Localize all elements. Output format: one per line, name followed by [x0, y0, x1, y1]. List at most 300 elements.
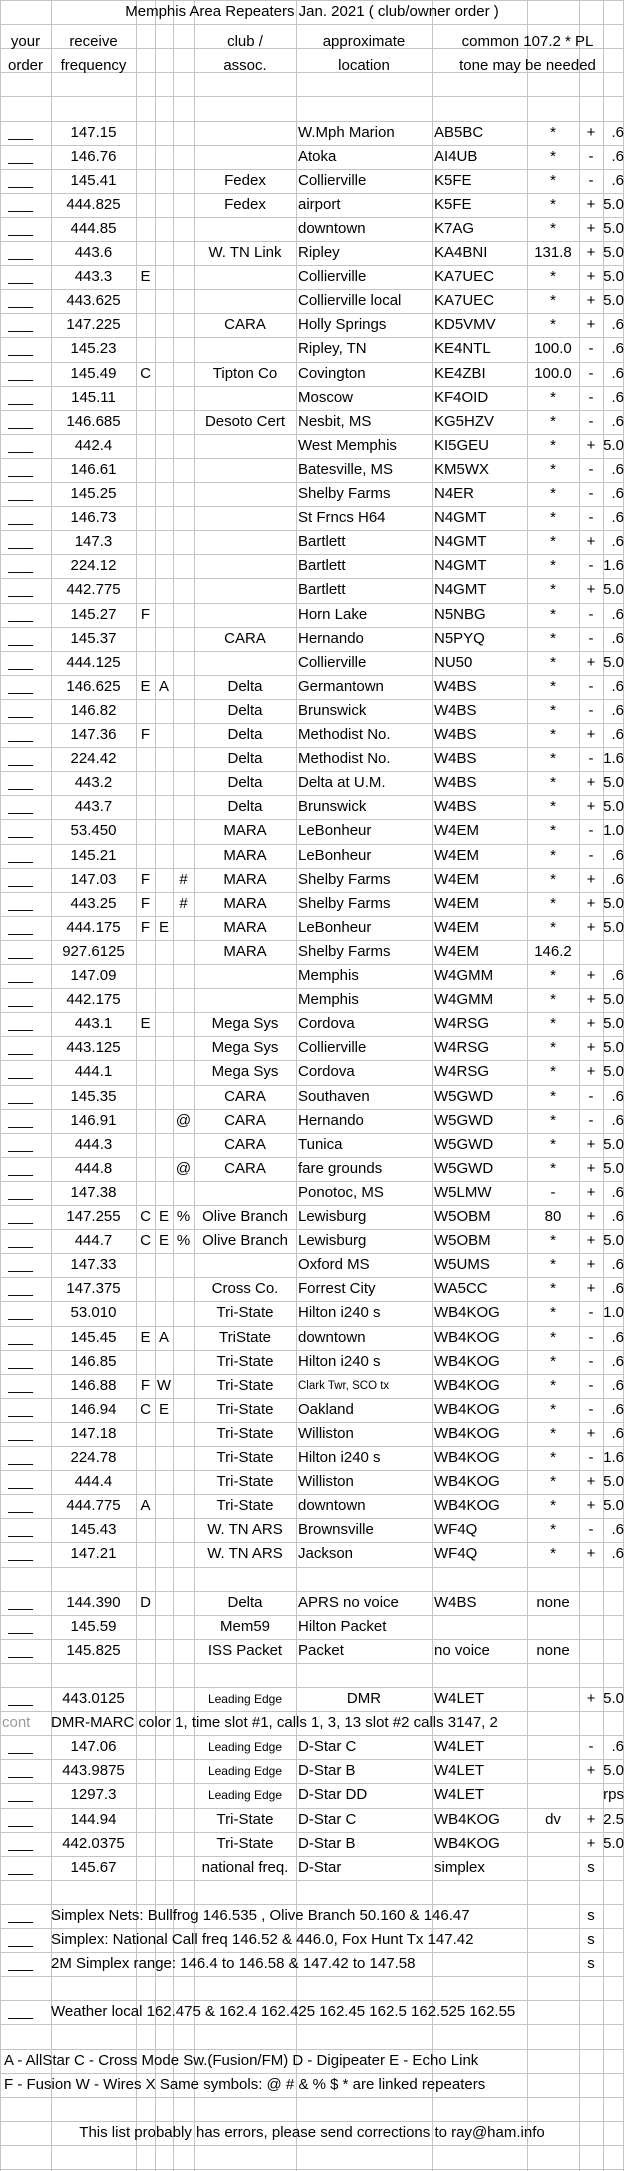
frequency-cell: 444.1	[74, 1063, 113, 1080]
header-order: your	[10, 33, 41, 50]
frequency-cell: 145.11	[71, 389, 116, 406]
offset-cell: 1.6	[603, 1449, 624, 1466]
grid-hline	[0, 1422, 624, 1423]
grid-hline	[0, 362, 624, 363]
offset-cell: 5.0	[603, 1762, 624, 1779]
club-cell: Tri-State	[216, 1473, 274, 1490]
flag-cell: F	[140, 919, 151, 936]
cont-label: cont	[2, 1714, 31, 1731]
grid-hline	[0, 1976, 624, 1977]
tone-cell: *	[550, 316, 556, 333]
grid-hline	[0, 1326, 624, 1327]
order-blank: ___	[8, 798, 34, 815]
offset-cell: 2.5	[603, 1811, 624, 1828]
tone-cell: *	[550, 1160, 556, 1177]
frequency-cell: 444.4	[74, 1473, 113, 1490]
tone-cell: *	[550, 461, 556, 478]
callsign-cell: KA7UEC	[434, 268, 495, 285]
flag-cell: E	[158, 919, 169, 936]
flag-cell: C	[140, 1208, 151, 1225]
frequency-cell: 147.33	[70, 1256, 117, 1273]
callsign-cell: W4BS	[434, 750, 477, 767]
offset-cell: .6	[611, 1738, 624, 1755]
offset-sign-cell: +	[586, 1160, 596, 1177]
header-frequency: frequency	[60, 57, 127, 74]
tone-cell: *	[550, 654, 556, 671]
offset-cell: .6	[611, 847, 624, 864]
offset-sign-cell: -	[588, 557, 594, 574]
grid-hline	[0, 819, 624, 820]
flag-cell: W	[156, 1377, 172, 1394]
order-blank: ___	[8, 1594, 34, 1611]
frequency-cell: 443.1	[74, 1015, 113, 1032]
offset-cell: 5.0	[603, 220, 624, 237]
order-blank: ___	[8, 389, 34, 406]
tone-cell: -	[550, 1184, 556, 1201]
tone-cell: *	[550, 847, 556, 864]
grid-hline	[0, 1542, 624, 1543]
flag-cell: F	[140, 726, 151, 743]
location-cell: Clark Twr, SCO tx	[298, 1380, 390, 1392]
tone-cell: *	[550, 268, 556, 285]
location-cell: Bartlett	[298, 581, 346, 598]
club-cell: Leading Edge	[207, 1740, 283, 1754]
flag-cell: C	[140, 1401, 151, 1418]
club-cell: Leading Edge	[207, 1788, 283, 1802]
frequency-cell: 145.35	[70, 1088, 117, 1105]
grid-hline	[0, 145, 624, 146]
offset-sign-cell: +	[586, 1690, 596, 1707]
order-blank: ___	[8, 268, 34, 285]
offset-sign-cell: +	[586, 292, 596, 309]
offset-cell: .6	[611, 606, 624, 623]
order-blank: ___	[8, 1353, 34, 1370]
callsign-cell: W4GMM	[434, 967, 494, 984]
tone-cell: *	[550, 1329, 556, 1346]
callsign-cell: WB4KOG	[434, 1835, 500, 1852]
order-blank: ___	[8, 316, 34, 333]
callsign-cell: WF4Q	[434, 1545, 478, 1562]
club-cell: CARA	[224, 630, 266, 647]
offset-sign-cell: -	[588, 702, 594, 719]
callsign-cell: W5OBM	[434, 1232, 491, 1249]
flag-cell: C	[140, 1232, 151, 1249]
flag-cell: F	[140, 1377, 151, 1394]
header-order: order	[7, 57, 44, 74]
order-blank: ___	[8, 1425, 34, 1442]
location-cell: W.Mph Marion	[298, 124, 395, 141]
grid-hline	[0, 1374, 624, 1375]
callsign-cell: W4GMM	[434, 991, 494, 1008]
flag-cell: E	[140, 268, 151, 285]
offset-cell: 5.0	[603, 1690, 624, 1707]
location-cell: Hernando	[298, 630, 364, 647]
grid-hline	[0, 96, 624, 97]
order-blank: ___	[8, 1618, 34, 1635]
club-cell: Delta	[227, 1594, 263, 1611]
grid-hline	[0, 1446, 624, 1447]
location-cell: Moscow	[298, 389, 354, 406]
callsign-cell: N5NBG	[434, 606, 486, 623]
callsign-cell: W5GWD	[434, 1160, 494, 1177]
callsign-cell: KA4BNI	[434, 244, 488, 261]
frequency-cell: 147.09	[70, 967, 117, 984]
frequency-cell: 145.41	[70, 172, 117, 189]
order-blank: ___	[8, 678, 34, 695]
frequency-cell: 145.43	[70, 1521, 117, 1538]
callsign-cell: W4BS	[434, 774, 477, 791]
frequency-cell: 145.49	[70, 365, 117, 382]
location-cell: Oxford MS	[298, 1256, 370, 1273]
frequency-cell: 444.125	[66, 654, 121, 671]
tone-cell: *	[550, 437, 556, 454]
offset-cell: .6	[611, 1425, 624, 1442]
flag-cell: F	[140, 895, 151, 912]
tone-cell: *	[550, 1232, 556, 1249]
offset-sign-cell: +	[586, 124, 596, 141]
offset-sign-cell: -	[588, 1521, 594, 1538]
offset-cell: 5.0	[603, 1063, 624, 1080]
grid-hline	[0, 964, 624, 965]
order-blank: ___	[8, 1015, 34, 1032]
note-tail: s	[587, 1955, 595, 1972]
offset-cell: 1.0	[603, 1304, 624, 1321]
offset-sign-cell: +	[586, 220, 596, 237]
frequency-cell: 147.15	[70, 124, 117, 141]
tone-cell: *	[550, 172, 556, 189]
callsign-cell: N4GMT	[434, 509, 487, 526]
club-cell: MARA	[223, 847, 267, 864]
tone-cell: *	[550, 1304, 556, 1321]
grid-hline	[0, 2145, 624, 2146]
location-cell: Ponotoc, MS	[298, 1184, 384, 1201]
location-cell: Covington	[298, 365, 366, 382]
grid-hline	[0, 1880, 624, 1881]
club-cell: MARA	[223, 943, 267, 960]
grid-hline	[0, 193, 624, 194]
offset-cell: 1.6	[603, 750, 624, 767]
frequency-cell: 145.59	[70, 1618, 117, 1635]
location-cell: Hilton i240 s	[298, 1449, 381, 1466]
grid-hline	[0, 1783, 624, 1784]
flag-cell: %	[176, 1208, 191, 1225]
club-cell: TriState	[219, 1329, 271, 1346]
frequency-cell: 147.36	[70, 726, 117, 743]
grid-hline	[0, 169, 624, 170]
club-cell: MARA	[223, 895, 267, 912]
location-cell: Shelby Farms	[298, 485, 391, 502]
callsign-cell: KM5WX	[434, 461, 490, 478]
flag-cell: E	[158, 1401, 169, 1418]
flag-cell: E	[140, 678, 151, 695]
callsign-cell: W5GWD	[434, 1112, 494, 1129]
offset-sign-cell: +	[586, 1136, 596, 1153]
header-frequency: receive	[69, 33, 118, 50]
grid-hline	[0, 771, 624, 772]
tone-cell: *	[550, 967, 556, 984]
order-blank: ___	[8, 1401, 34, 1418]
club-cell: MARA	[223, 919, 267, 936]
location-cell: Germantown	[298, 678, 384, 695]
offset-cell: .6	[611, 1545, 624, 1562]
order-blank: ___	[8, 509, 34, 526]
club-cell: CARA	[224, 316, 266, 333]
offset-sign-cell: -	[588, 1377, 594, 1394]
grid-hline	[0, 651, 624, 652]
order-blank: ___	[8, 365, 34, 382]
grid-hline	[0, 1615, 624, 1616]
callsign-cell: KE4ZBI	[434, 365, 486, 382]
callsign-cell: WB4KOG	[434, 1473, 500, 1490]
location-cell: airport	[298, 196, 341, 213]
grid-hline	[0, 892, 624, 893]
offset-cell: 5.0	[603, 196, 624, 213]
offset-sign-cell: -	[588, 750, 594, 767]
callsign-cell: W5GWD	[434, 1136, 494, 1153]
callsign-cell: WA5CC	[434, 1280, 488, 1297]
grid-hline	[0, 2169, 624, 2170]
callsign-cell: KA7UEC	[434, 292, 495, 309]
frequency-cell: 442.0375	[62, 1835, 125, 1852]
header-club: club /	[227, 33, 263, 50]
grid-hline	[0, 868, 624, 869]
frequency-cell: 1297.3	[70, 1786, 117, 1803]
callsign-cell: W4LET	[434, 1690, 485, 1707]
flag-cell: A	[158, 678, 169, 695]
tone-cell: *	[550, 630, 556, 647]
offset-cell: .6	[611, 1184, 624, 1201]
tone-cell: *	[550, 798, 556, 815]
callsign-cell: W4LET	[434, 1738, 485, 1755]
order-blank: ___	[8, 2003, 34, 2020]
callsign-cell: WB4KOG	[434, 1353, 500, 1370]
frequency-cell: 444.8	[74, 1160, 113, 1177]
grid-hline	[0, 1663, 624, 1664]
frequency-cell: 145.825	[66, 1642, 121, 1659]
callsign-cell: W5UMS	[434, 1256, 490, 1273]
grid-hline	[0, 1759, 624, 1760]
location-cell: D-Star B	[298, 1762, 356, 1779]
grid-hline	[0, 1687, 624, 1688]
callsign-cell: WB4KOG	[434, 1377, 500, 1394]
grid-hline	[0, 1711, 624, 1712]
grid-hline	[0, 844, 624, 845]
order-blank: ___	[8, 1497, 34, 1514]
header-tone: tone may be needed	[459, 57, 596, 74]
callsign-cell: W4RSG	[434, 1039, 490, 1056]
location-cell: LeBonheur	[298, 919, 372, 936]
offset-sign-cell: +	[586, 244, 596, 261]
tone-cell: *	[550, 1377, 556, 1394]
location-cell: Williston	[298, 1473, 354, 1490]
callsign-cell: W4BS	[434, 798, 477, 815]
location-cell: Methodist No.	[298, 750, 391, 767]
tone-cell: *	[550, 148, 556, 165]
offset-cell: .6	[611, 967, 624, 984]
order-blank: ___	[8, 1088, 34, 1105]
flag-cell: E	[140, 1329, 151, 1346]
frequency-cell: 145.67	[70, 1859, 117, 1876]
offset-sign-cell: +	[586, 774, 596, 791]
location-cell: Lewisburg	[298, 1232, 367, 1249]
callsign-cell: W4EM	[434, 847, 479, 864]
frequency-cell: 144.390	[66, 1594, 121, 1611]
club-cell: Olive Branch	[202, 1232, 288, 1249]
offset-cell: .6	[611, 1329, 624, 1346]
frequency-cell: 145.25	[70, 485, 117, 502]
callsign-cell: KF4OID	[434, 389, 489, 406]
location-cell: downtown	[298, 1497, 366, 1514]
grid-hline	[0, 410, 624, 411]
location-cell: Collierville local	[298, 292, 402, 309]
location-cell: D-Star C	[298, 1811, 357, 1828]
location-cell: Hilton i240 s	[298, 1304, 381, 1321]
callsign-cell: N4GMT	[434, 557, 487, 574]
note-text: Weather local 162.475 & 162.4 162.425 162.45 162.5 162.525 162.55	[51, 2003, 516, 2020]
callsign-cell: K5FE	[434, 172, 472, 189]
grid-hline	[0, 675, 624, 676]
callsign-cell: W4EM	[434, 895, 479, 912]
frequency-cell: 146.88	[70, 1377, 117, 1394]
offset-sign-cell: +	[586, 581, 596, 598]
grid-hline	[0, 2097, 624, 2098]
club-cell: Cross Co.	[211, 1280, 279, 1297]
offset-cell: .6	[611, 413, 624, 430]
tone-cell: *	[550, 1425, 556, 1442]
location-cell: Hilton Packet	[298, 1618, 387, 1635]
order-blank: ___	[8, 413, 34, 430]
order-blank: ___	[8, 1208, 34, 1225]
offset-sign-cell: +	[586, 1208, 596, 1225]
grid-hline	[0, 1398, 624, 1399]
tone-cell: *	[550, 1497, 556, 1514]
offset-sign-cell: +	[586, 798, 596, 815]
offset-cell: .6	[611, 485, 624, 502]
callsign-cell: N5PYQ	[434, 630, 485, 647]
order-blank: ___	[8, 1642, 34, 1659]
offset-cell: .6	[611, 1521, 624, 1538]
callsign-cell: KD5VMV	[434, 316, 496, 333]
note-text: Simplex Nets: Bullfrog 146.535 , Olive Branch 50.160 & 146.47	[51, 1907, 470, 1924]
offset-cell: .6	[611, 1256, 624, 1273]
offset-cell: 5.0	[603, 1232, 624, 1249]
grid-hline	[0, 723, 624, 724]
frequency-cell: 146.61	[70, 461, 117, 478]
grid-hline	[0, 241, 624, 242]
offset-sign-cell: +	[586, 533, 596, 550]
grid-hline	[0, 1832, 624, 1833]
location-cell: Shelby Farms	[298, 943, 391, 960]
note-tail: s	[587, 1907, 595, 1924]
frequency-cell: 53.450	[70, 822, 117, 839]
offset-cell: .6	[611, 461, 624, 478]
offset-cell: .6	[611, 124, 624, 141]
order-blank: ___	[8, 220, 34, 237]
offset-cell: .6	[611, 702, 624, 719]
tone-cell: dv	[545, 1811, 561, 1828]
frequency-cell: 443.125	[66, 1039, 121, 1056]
location-cell: Southaven	[298, 1088, 370, 1105]
location-cell: Lewisburg	[298, 1208, 367, 1225]
callsign-cell: W5GWD	[434, 1088, 494, 1105]
order-blank: ___	[8, 557, 34, 574]
offset-cell: 5.0	[603, 292, 624, 309]
callsign-cell: AB5BC	[434, 124, 484, 141]
tone-cell: *	[550, 1088, 556, 1105]
offset-cell: 5.0	[603, 895, 624, 912]
grid-hline	[0, 530, 624, 531]
frequency-cell: 146.625	[66, 678, 121, 695]
offset-cell: .6	[611, 630, 624, 647]
order-blank: ___	[8, 437, 34, 454]
order-blank: ___	[8, 292, 34, 309]
location-cell: Bartlett	[298, 533, 346, 550]
grid-hline	[0, 482, 624, 483]
frequency-cell: 444.3	[74, 1136, 113, 1153]
flag-cell: A	[158, 1329, 169, 1346]
order-blank: ___	[8, 1256, 34, 1273]
frequency-cell: 146.82	[70, 702, 117, 719]
callsign-cell: AI4UB	[434, 148, 478, 165]
callsign-cell: WB4KOG	[434, 1304, 500, 1321]
club-cell: Delta	[227, 798, 263, 815]
order-blank: ___	[8, 148, 34, 165]
order-blank: ___	[8, 967, 34, 984]
callsign-cell: W5OBM	[434, 1208, 491, 1225]
grid-hline	[0, 434, 624, 435]
tone-cell: *	[550, 581, 556, 598]
flag-cell: F	[140, 871, 151, 888]
offset-cell: 5.0	[603, 268, 624, 285]
offset-sign-cell: +	[586, 1425, 596, 1442]
callsign-cell: W4RSG	[434, 1063, 490, 1080]
grid-hline	[0, 313, 624, 314]
offset-cell: 5.0	[603, 919, 624, 936]
club-cell: ISS Packet	[207, 1642, 283, 1659]
grid-hline	[0, 1012, 624, 1013]
club-cell: Tipton Co	[212, 365, 278, 382]
club-cell: national freq.	[201, 1859, 289, 1876]
grid-hline	[0, 747, 624, 748]
grid-hline	[0, 1301, 624, 1302]
grid-hline	[0, 0, 624, 1]
order-blank: ___	[8, 1136, 34, 1153]
offset-sign-cell: -	[588, 340, 594, 357]
location-cell: Ripley, TN	[298, 340, 367, 357]
grid-hline	[0, 1036, 624, 1037]
callsign-cell: N4ER	[434, 485, 475, 502]
club-cell: Mega Sys	[211, 1015, 279, 1032]
grid-hline	[0, 386, 624, 387]
club-cell: Olive Branch	[202, 1208, 288, 1225]
order-blank: ___	[8, 461, 34, 478]
frequency-cell: 224.42	[70, 750, 117, 767]
offset-cell: 5.0	[603, 581, 624, 598]
frequency-cell: 146.85	[70, 1353, 117, 1370]
offset-sign-cell: -	[588, 461, 594, 478]
location-cell: Shelby Farms	[298, 871, 391, 888]
location-cell: Williston	[298, 1425, 354, 1442]
order-blank: ___	[8, 1738, 34, 1755]
frequency-cell: 442.4	[74, 437, 113, 454]
tone-cell: *	[550, 389, 556, 406]
offset-sign-cell: -	[588, 1304, 594, 1321]
location-cell: Atoka	[298, 148, 337, 165]
location-cell: Shelby Farms	[298, 895, 391, 912]
offset-sign-cell: -	[588, 148, 594, 165]
order-blank: ___	[8, 196, 34, 213]
tone-cell: *	[550, 413, 556, 430]
